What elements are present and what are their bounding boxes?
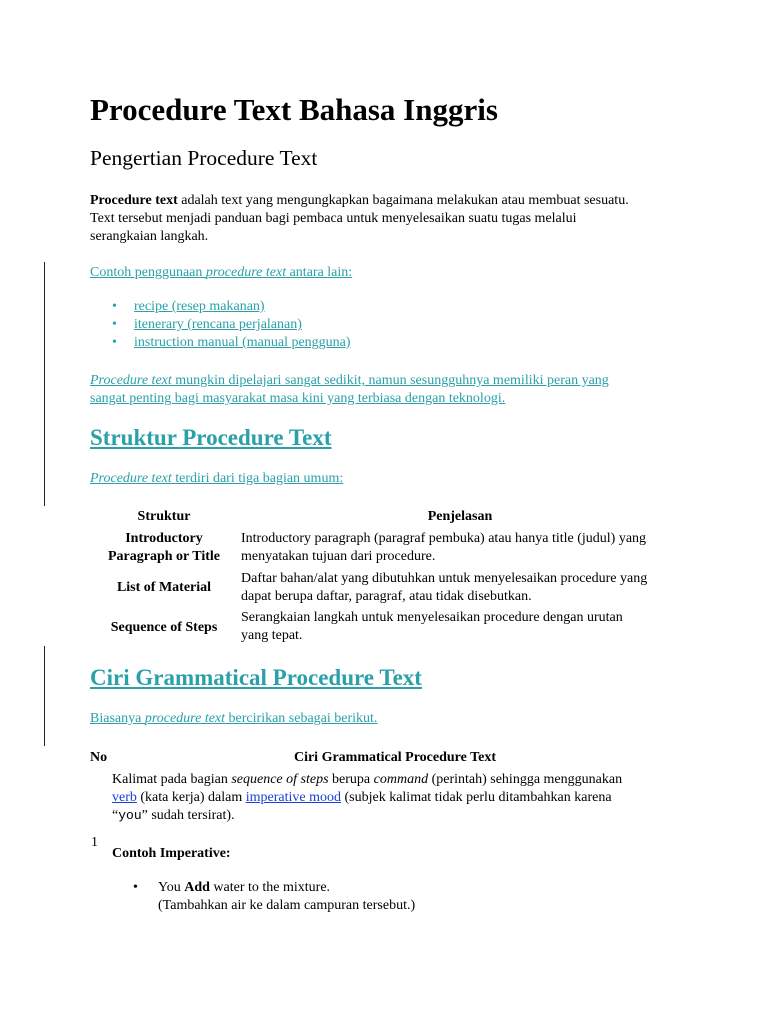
intro-paragraph [90, 192, 629, 246]
usage-italic: procedure text [205, 265, 287, 280]
role-paragraph-link[interactable] [90, 372, 609, 408]
structure-name-line: Sequence of Steps [110, 620, 218, 635]
usage-list [112, 298, 351, 352]
section-heading-ciri-grammatical[interactable]: Ciri Grammatical Procedure Text [90, 665, 422, 690]
example-bullet-icon: • [133, 880, 138, 895]
margin-change-bar [44, 262, 45, 506]
grammar-italic-term: sequence of steps [231, 772, 329, 787]
grammar-text: (subjek kalimat tidak perlu ditambahkan karena [340, 790, 612, 805]
example-heading: Contoh Imperative: [112, 846, 231, 861]
role-line1: mungkin dipelajari sangat sedikit, namun sesungguhnya memiliki peran yang [171, 373, 609, 388]
bullet-icon: • [112, 299, 117, 314]
usage-list-item-label: recipe (resep makanan) [134, 299, 265, 314]
intro-line3: serangkaian langkah. [90, 229, 209, 244]
table-header-penjelasan: Penjelasan [427, 509, 493, 524]
struktur-lead-rest: terdiri dari tiga bagian umum: [171, 471, 344, 486]
bullet-icon: • [112, 317, 117, 332]
bullet-icon: • [112, 335, 117, 350]
table-row-number: 1 [91, 835, 98, 850]
table-row-structure-cell [96, 579, 232, 597]
description-line: Serangkaian langkah untuk menyelesaikan procedure dengan urutan [241, 610, 623, 625]
table-row-structure-cell [96, 619, 232, 637]
usage-list-item-label: itenerary (rencana perjalanan) [134, 317, 302, 332]
intro-line1: adalah text yang mengungkapkan bagaimana melakukan atau membuat sesuatu. [177, 193, 629, 208]
usage-list-item[interactable] [112, 334, 351, 352]
table-row-description-cell [241, 609, 623, 644]
role-italic: Procedure text [90, 373, 172, 388]
table-header-struktur: Struktur [137, 509, 191, 524]
struktur-lead-link[interactable] [90, 470, 343, 488]
imperative-mood-link[interactable]: imperative mood [245, 790, 341, 805]
grammar-italic-term: command [373, 772, 429, 787]
grammar-text: ” sudah tersirat). [141, 808, 235, 823]
usage-list-item-label: instruction manual (manual pengguna) [134, 335, 351, 350]
grammar-lead-italic: procedure text [144, 711, 226, 726]
grammar-text: (kata kerja) dalam [136, 790, 246, 805]
intro-bold-term: Procedure text [90, 193, 178, 208]
section-heading-struktur[interactable]: Struktur Procedure Text [90, 425, 332, 450]
grammar-lead-suffix: bercirikan sebagai berikut. [225, 711, 378, 726]
example-bold-verb: Add [184, 880, 210, 895]
grammar-lead-link[interactable] [90, 710, 377, 728]
table-header-no: No [90, 750, 108, 765]
usage-prefix: Contoh penggunaan [90, 265, 206, 280]
description-line: yang tepat. [241, 627, 303, 643]
margin-change-bar [44, 646, 45, 746]
description-line: Daftar bahan/alat yang dibutuhkan untuk menyelesaikan procedure yang [241, 571, 648, 586]
example-text: You [158, 880, 185, 895]
description-line: dapat berupa daftar, paragraf, atau tidak disebutkan. [241, 588, 532, 604]
example-text: water to the mixture. [209, 880, 331, 895]
table-row-structure-cell [96, 530, 232, 566]
structure-name-line: List of Material [116, 580, 212, 595]
grammar-description [112, 771, 622, 825]
example-item [158, 879, 415, 915]
intro-line2: Text tersebut menjadi panduan bagi pembaca untuk menyelesaikan suatu tugas melalui [90, 211, 577, 226]
usage-link[interactable] [90, 264, 352, 282]
usage-list-item[interactable] [112, 298, 351, 316]
grammar-code-term: you [118, 808, 142, 823]
section-heading-pengertian: Pengertian Procedure Text [90, 146, 318, 170]
grammar-text: (perintah) sehingga menggunakan [428, 772, 623, 787]
grammar-text: Kalimat pada bagian [112, 772, 232, 787]
struktur-lead-italic: Procedure text [90, 471, 172, 486]
table-row-description-cell [241, 570, 647, 605]
table-row-description-cell [241, 530, 646, 565]
grammar-text: berupa [328, 772, 374, 787]
page-title: Procedure Text Bahasa Inggris [90, 92, 498, 127]
usage-suffix: antara lain: [286, 265, 353, 280]
description-line: menyatakan tujuan dari procedure. [241, 548, 436, 564]
grammar-lead-prefix: Biasanya [90, 711, 145, 726]
description-line: Introductory paragraph (paragraf pembuka) atau hanya title (judul) yang [241, 531, 647, 546]
role-line2: sangat penting bagi masyarakat masa kini yang terbiasa dengan teknologi. [90, 391, 506, 406]
grammar-text: “ [112, 808, 119, 823]
example-translation: (Tambahkan air ke dalam campuran tersebut.) [158, 898, 416, 913]
table-header-ciri: Ciri Grammatical Procedure Text [293, 750, 497, 765]
verb-link[interactable]: verb [112, 790, 137, 805]
usage-list-item[interactable] [112, 316, 351, 334]
structure-name-line: Introductory [125, 531, 203, 546]
structure-name-line: Paragraph or Title [108, 549, 220, 564]
